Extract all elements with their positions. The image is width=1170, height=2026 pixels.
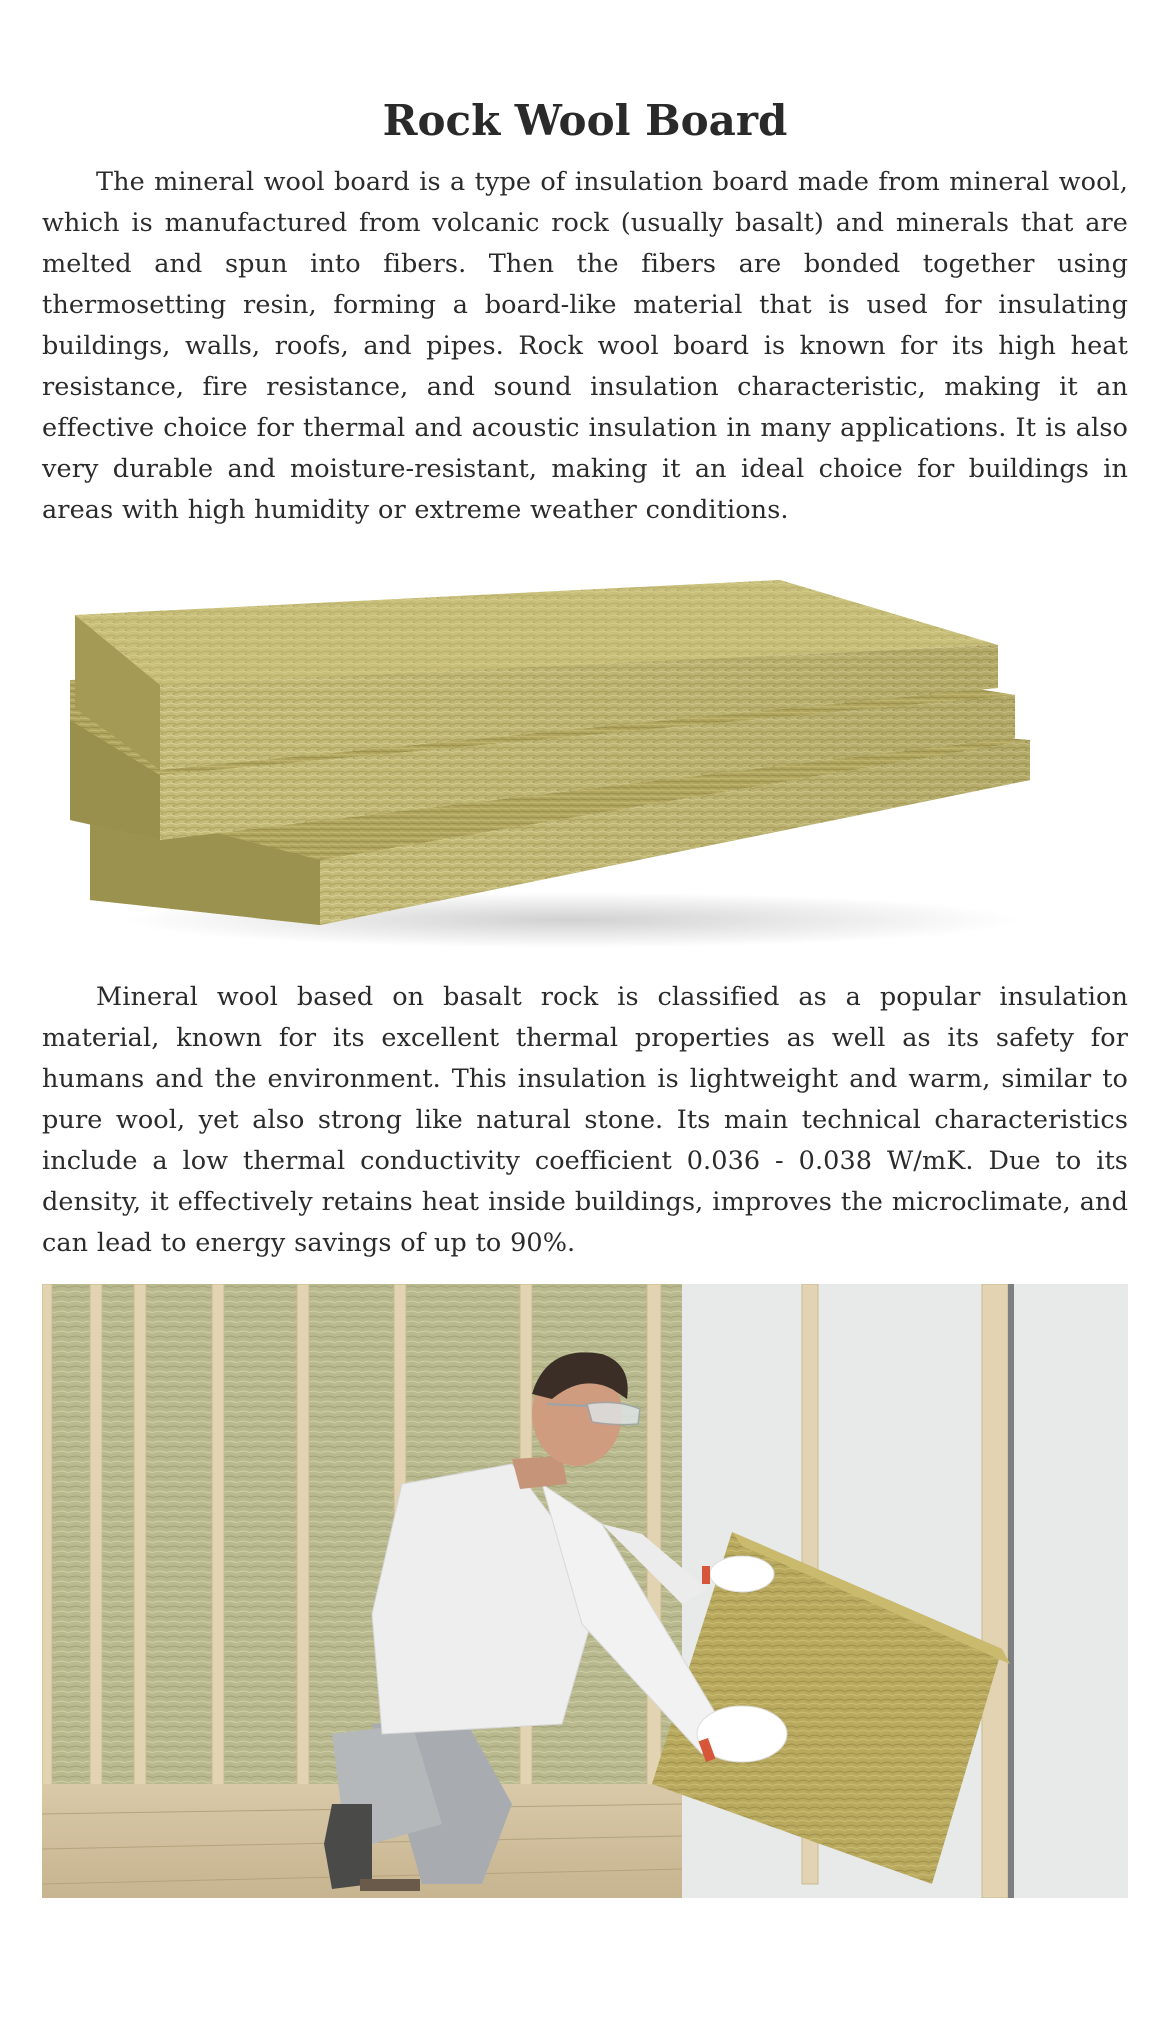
rock-wool-boards-image [70, 570, 1040, 950]
properties-paragraph: Mineral wool based on basalt rock is classified as a popular insulation material, known for its excellent thermal properties as well as its safety for humans and the environment. This insulation is lightweight and warm, similar to pure wool, yet also strong like natural stone. Its main technical characteristics include a low thermal conductivity coefficient 0.036 - 0.038 W/mK. Due to its density, it effectively retains heat inside buildings, improves the microclimate, and can lead to energy savings of up to 90%. [42, 982, 1128, 1258]
page-title: Rock Wool Board [382, 96, 788, 145]
worker-installing-insulation-image [42, 1284, 1128, 1898]
left-glove [710, 1556, 774, 1592]
safety-glasses [587, 1402, 640, 1424]
intro-paragraph: The mineral wool board is a type of insulation board made from mineral wool, which is manufactured from volcanic rock (usually basalt) and minerals that are melted and spun into fibers. Then the fibers are bonded together using thermosetting resin, forming a board-like material that is used for insulating buildings, walls, roofs, and pipes. Rock wool board is known for its high heat resistance, fire resistance, and sound insulation characteristic, making it an effective choice for thermal and acoustic insulation in many applications. It is also very durable and moisture-resistant, making it an ideal choice for buildings in areas with high humidity or extreme weather conditions. [42, 167, 1128, 525]
